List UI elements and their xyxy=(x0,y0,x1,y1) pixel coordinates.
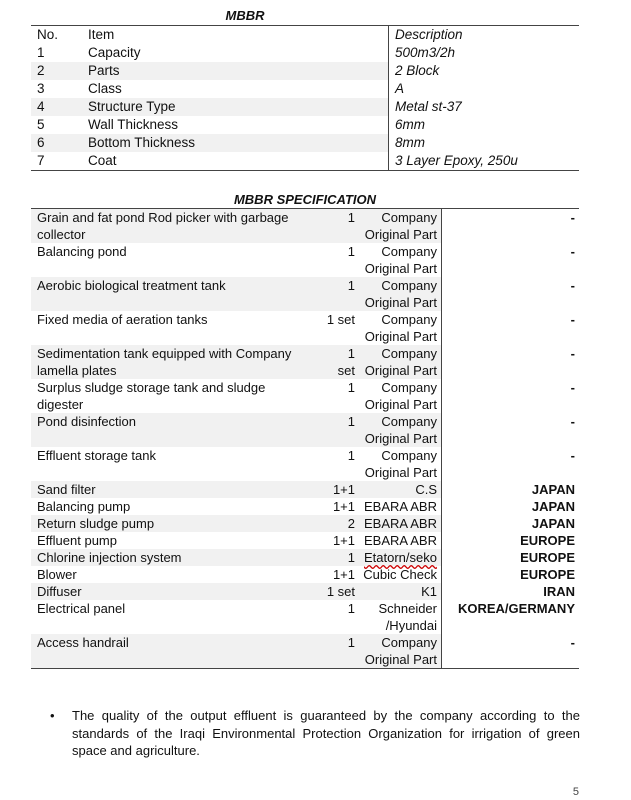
spec-quantity: 1 xyxy=(309,413,359,447)
table-row xyxy=(31,413,579,447)
table1-title: MBBR xyxy=(225,8,265,23)
spec-origin: JAPAN xyxy=(442,515,580,532)
table-row xyxy=(31,345,579,379)
spec-item: Effluent pump xyxy=(37,533,117,548)
spec-quantity: 1 xyxy=(347,601,355,616)
spec-quantity: 1+1 xyxy=(332,499,355,514)
spec-origin: IRAN xyxy=(442,583,580,600)
row-item: Class xyxy=(88,81,122,96)
spec-brand: Etatorn/seko xyxy=(359,549,442,566)
spec-origin: - xyxy=(442,243,580,277)
spec-brand: EBARA ABR xyxy=(364,499,437,514)
page-number: 5 xyxy=(572,786,579,798)
spec-origin: EUROPE xyxy=(442,532,580,549)
row-number: 6 xyxy=(31,134,82,152)
row-number: 2 xyxy=(31,62,82,80)
table-header-row xyxy=(31,26,579,45)
table-row xyxy=(31,532,579,549)
table-row xyxy=(31,277,579,311)
spec-quantity: 1 xyxy=(309,634,359,669)
table-row xyxy=(31,515,579,532)
spec-brand: Company Original Part xyxy=(364,380,437,412)
table-row xyxy=(31,209,579,244)
spec-quantity: 1 set xyxy=(326,312,355,327)
spec-brand: Company Original Part xyxy=(364,312,437,344)
spec-brand: C.S xyxy=(359,481,442,498)
row-item: Capacity xyxy=(88,45,141,60)
spec-item: Aerobic biological treatment tank xyxy=(31,277,309,311)
spec-origin: - xyxy=(442,345,580,379)
row-number: 5 xyxy=(37,117,45,132)
spec-item: Effluent storage tank xyxy=(37,448,157,463)
row-number: 1 xyxy=(37,45,45,60)
row-description: Metal st-37 xyxy=(389,98,580,116)
spec-origin: EUROPE xyxy=(442,549,580,566)
table-row xyxy=(31,311,579,345)
spec-quantity: 1+1 xyxy=(309,481,359,498)
row-description: 500m3/2h xyxy=(389,44,580,62)
table-row xyxy=(31,134,579,152)
spec-item: Diffuser xyxy=(31,583,309,600)
row-description: 8mm xyxy=(389,134,580,152)
spec-quantity: 1 xyxy=(347,380,355,395)
table-row xyxy=(31,481,579,498)
spec-item: Pond disinfection xyxy=(31,413,309,447)
table2-title: MBBR SPECIFICATION xyxy=(233,192,377,207)
mbbr-specification-table xyxy=(31,208,579,669)
spec-brand: Company Original Part xyxy=(359,209,442,244)
spec-item: Chlorine injection system xyxy=(31,549,309,566)
spec-quantity: 1 set xyxy=(309,583,359,600)
spec-brand: Company Original Part xyxy=(364,244,437,276)
row-item: Item xyxy=(82,26,389,45)
spec-item: Sand filter xyxy=(31,481,309,498)
mbbr-table xyxy=(31,25,579,171)
row-item: Structure Type xyxy=(82,98,389,116)
spec-origin: KOREA/GERMANY xyxy=(442,600,580,634)
spec-origin: - xyxy=(442,379,580,413)
row-description: 3 Layer Epoxy, 250u xyxy=(389,152,580,171)
spec-brand: Schneider /Hyundai xyxy=(378,601,437,633)
spec-brand: Company Original Part xyxy=(364,448,437,480)
row-description: 6mm xyxy=(389,116,580,134)
table-row xyxy=(31,80,579,98)
bullet-icon: • xyxy=(50,708,55,723)
table-row xyxy=(31,498,579,515)
spec-item: Surplus sludge storage tank and sludge digester xyxy=(37,380,266,412)
table-row xyxy=(31,549,579,566)
spec-quantity: 1 xyxy=(309,277,359,311)
spec-origin: - xyxy=(442,413,580,447)
table-row xyxy=(31,243,579,277)
spec-quantity: 2 xyxy=(309,515,359,532)
row-number: No. xyxy=(31,26,82,45)
spec-brand: Cubic Check xyxy=(363,567,437,582)
table-row xyxy=(31,379,579,413)
spec-item: Fixed media of aeration tanks xyxy=(37,312,208,327)
table-row xyxy=(31,98,579,116)
spec-brand: Company Original Part xyxy=(359,277,442,311)
spec-quantity: 1 xyxy=(347,448,355,463)
row-item: Parts xyxy=(82,62,389,80)
table-row xyxy=(31,634,579,669)
spec-item: Sedimentation tank equipped with Company lamella plates xyxy=(31,345,309,379)
row-number: 7 xyxy=(31,152,82,171)
table-row xyxy=(31,62,579,80)
note-text: The quality of the output effluent is guaranteed by the company according to the standards of the Iraqi Environmental Protection Organization for irrigation of green space and agriculture. xyxy=(72,708,580,758)
spec-origin: JAPAN xyxy=(442,481,580,498)
table-row xyxy=(31,44,579,62)
table-row xyxy=(31,152,579,171)
row-description: Description xyxy=(389,26,580,45)
row-item: Coat xyxy=(82,152,389,171)
spec-item: Return sludge pump xyxy=(31,515,309,532)
spec-brand: Company Original Part xyxy=(359,413,442,447)
spec-origin: JAPAN xyxy=(442,498,580,515)
quality-note xyxy=(50,707,580,760)
table-row xyxy=(31,447,579,481)
spec-origin: - xyxy=(442,277,580,311)
spec-origin: - xyxy=(442,311,580,345)
spec-quantity: 1+1 xyxy=(332,533,355,548)
table-row xyxy=(31,600,579,634)
spec-item: Access handrail xyxy=(31,634,309,669)
table-row xyxy=(31,116,579,134)
row-item: Wall Thickness xyxy=(88,117,179,132)
spec-quantity: 1 xyxy=(309,549,359,566)
spec-brand: Company Original Part xyxy=(359,345,442,379)
spec-origin: - xyxy=(442,209,580,244)
spec-item: Balancing pond xyxy=(37,244,127,259)
row-description: 2 Block xyxy=(389,62,580,80)
spec-origin: - xyxy=(442,634,580,669)
spec-brand: Company Original Part xyxy=(359,634,442,669)
spec-item: Grain and fat pond Rod picker with garbage collector xyxy=(31,209,309,244)
spec-quantity: 1 xyxy=(347,244,355,259)
row-number: 3 xyxy=(37,81,45,96)
spec-brand: EBARA ABR xyxy=(364,533,437,548)
spec-brand: EBARA ABR xyxy=(359,515,442,532)
spec-quantity: 1 xyxy=(309,209,359,244)
spec-origin: - xyxy=(442,447,580,481)
spec-quantity: 1+1 xyxy=(332,567,355,582)
spec-item: Blower xyxy=(37,567,77,582)
spec-quantity: 1 set xyxy=(309,345,359,379)
row-description: A xyxy=(389,80,580,98)
spec-origin: EUROPE xyxy=(442,566,580,583)
table-row xyxy=(31,566,579,583)
table-row xyxy=(31,583,579,600)
row-number: 4 xyxy=(31,98,82,116)
spec-item: Balancing pump xyxy=(37,499,131,514)
spec-item: Electrical panel xyxy=(37,601,126,616)
spec-brand: K1 xyxy=(359,583,442,600)
row-item: Bottom Thickness xyxy=(82,134,389,152)
